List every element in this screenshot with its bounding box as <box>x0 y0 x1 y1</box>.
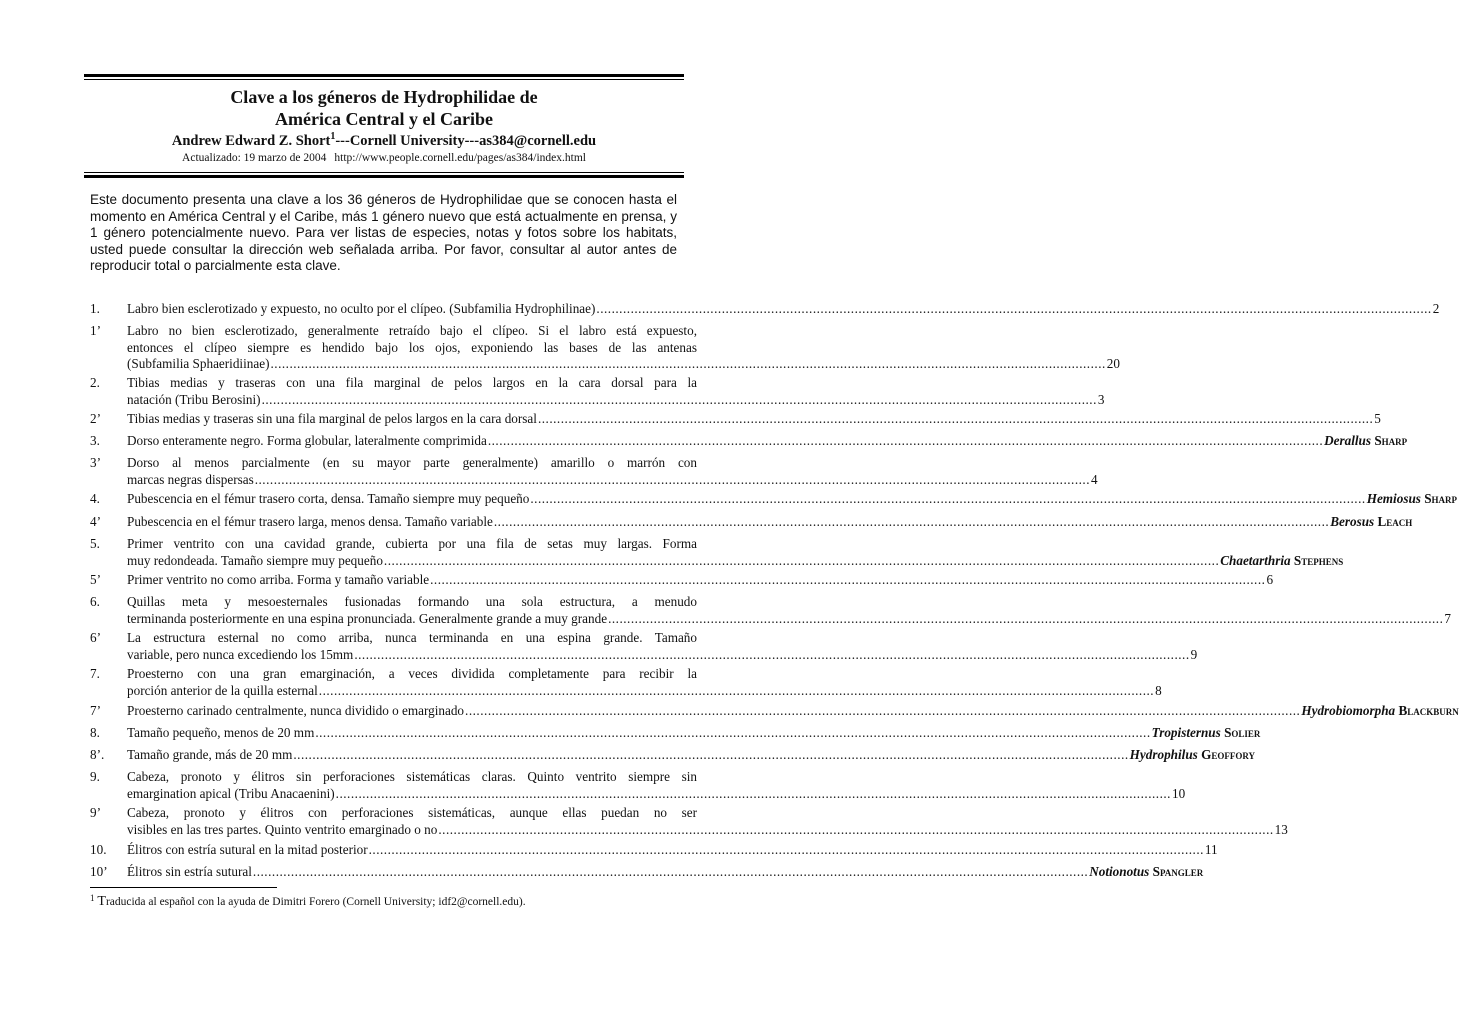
couplet-final-line <box>127 703 1459 720</box>
couplet-final-line <box>127 842 1218 859</box>
couplet-text <box>127 805 1288 838</box>
genus-author: Sharp <box>1424 491 1458 506</box>
couplet-number: 8’. <box>90 747 105 762</box>
couplet-text <box>127 323 1120 373</box>
key-couplet <box>90 630 1198 663</box>
couplet-line: natación (Tribu Berosini) <box>127 391 261 407</box>
couplet-line: Quillas meta y mesoesternales fusionadas formando una sola estructura, a menudo <box>127 594 697 609</box>
couplet-final-line <box>127 610 1451 628</box>
couplet-line: Tamaño grande, más de 20 mm <box>127 747 293 762</box>
genus-author: Stephens <box>1293 552 1344 568</box>
couplet-number: 7’ <box>90 703 101 718</box>
key-couplet <box>90 491 1458 508</box>
couplet-number: 9’ <box>90 805 101 820</box>
key-couplet <box>90 805 1288 838</box>
couplet-number: 5. <box>90 536 100 551</box>
couplet-final-line <box>127 864 1204 881</box>
key-couplet <box>90 433 1408 450</box>
leader-dots: ............................................................................................................................................................................................................................ <box>487 433 1324 448</box>
key-couplet <box>90 455 1098 488</box>
footnote-marker: 1 <box>90 893 95 903</box>
couplet-final-line <box>127 391 1105 409</box>
genus-result <box>1324 433 1407 450</box>
genus-name: Hemiosus <box>1366 491 1421 506</box>
couplet-number: 3’ <box>90 455 101 470</box>
genus-result <box>1089 864 1203 881</box>
leader-dots: ............................................................................................................................................................................................................................ <box>261 391 1097 407</box>
author-line <box>84 133 684 150</box>
couplet-line: Labro no bien esclerotizado, generalmente retraído bajo el clípeo. Si el labro está expuesto, <box>127 323 697 338</box>
genus-author: Geoffory <box>1201 747 1256 762</box>
key-couplet <box>90 375 1105 408</box>
genus-result <box>1220 553 1343 570</box>
couplet-line: muy redondeada. Tamaño siempre muy pequeño <box>127 552 383 568</box>
key-couplet <box>90 594 1451 627</box>
couplet-line: Pubescencia en el fémur trasero larga, menos densa. Tamaño variable <box>127 514 493 529</box>
genus-author: Sharp <box>1374 433 1408 448</box>
couplet-text <box>127 666 1162 699</box>
key-couplet <box>90 703 1459 720</box>
couplet-line: Dorso al menos parcialmente (en su mayor parte generalmente) amarillo o marrón con <box>127 455 697 470</box>
couplet-line: La estructura esternal no como arriba, nunca terminanda en una espina grande. Tamaño <box>127 630 697 645</box>
leader-dots: ............................................................................................................................................................................................................................ <box>530 491 1366 506</box>
genus-author: Spangler <box>1152 864 1204 879</box>
genus-result <box>1367 491 1457 508</box>
leader-dots: ............................................................................................................................................................................................................................ <box>596 301 1432 316</box>
header-bottom-rule-thin <box>84 172 684 173</box>
couplet-text <box>127 769 1186 802</box>
genus-result <box>1130 747 1255 764</box>
key-couplet <box>90 301 1440 318</box>
key-couplet <box>90 842 1218 859</box>
couplet-number: 8. <box>90 725 100 740</box>
next-couplet-number: 3 <box>1097 391 1105 407</box>
key-couplet <box>90 536 1344 569</box>
couplet-line: Tibias medias y traseras con una fila marginal de pelos largos en la cara dorsal para la <box>127 375 697 390</box>
couplet-final-line <box>127 552 1344 570</box>
couplet-final-line <box>127 356 1120 373</box>
couplet-text <box>127 455 1098 488</box>
couplet-line: Cabeza, pronoto y élitros con perforaciones sistemáticas, aunque ellas puedan no ser <box>127 805 697 820</box>
couplet-line: Élitros sin estría sutural <box>127 864 252 879</box>
next-couplet-number: 8 <box>1155 682 1162 698</box>
top-rule-thick <box>84 74 684 77</box>
leader-dots: ............................................................................................................................................................................................................................ <box>318 682 1155 698</box>
title-line-1: Clave a los géneros de Hydrophilidae de <box>230 87 538 107</box>
couplet-line: visibles en las tres partes. Quinto ventrito emarginado o no <box>127 821 438 837</box>
couplet-line: entonces el clípeo siempre es hendido bajo los ojos, exponiendo las bases de las antenas <box>127 339 697 355</box>
couplet-text <box>127 864 1204 881</box>
couplet-final-line <box>127 747 1256 764</box>
genus-result <box>1152 725 1261 742</box>
key-couplet <box>90 572 1274 589</box>
couplet-line: marcas negras dispersas <box>127 471 254 487</box>
genus-result <box>1301 703 1458 720</box>
leader-dots: ............................................................................................................................................................................................................................ <box>315 725 1151 740</box>
footnote-initial: T <box>97 894 106 909</box>
couplet-text <box>127 725 1261 742</box>
author-affiliation: ---Cornell University---as384@cornell.edu <box>335 133 597 149</box>
leader-dots: ............................................................................................................................................................................................................................ <box>537 411 1374 426</box>
couplet-number: 10’ <box>90 864 108 879</box>
couplet-text <box>127 703 1459 720</box>
couplet-final-line <box>127 821 1288 839</box>
couplet-number: 6’ <box>90 630 101 645</box>
couplet-line: Cabeza, pronoto y élitros sin perforaciones sistemáticas claras. Quinto ventrito siempre sin <box>127 769 697 784</box>
couplet-line: terminanda posteriormente en una espina pronunciada. Generalmente grande a muy grande <box>127 610 608 626</box>
leader-dots: ............................................................................................................................................................................................................................ <box>430 572 1266 587</box>
couplet-final-line <box>127 411 1381 428</box>
genus-name: Hydrophilus <box>1129 747 1198 762</box>
leader-dots: ............................................................................................................................................................................................................................ <box>252 864 1089 879</box>
author-name: Andrew Edward Z. Short <box>171 133 331 149</box>
couplet-text <box>127 594 1451 627</box>
genus-author: Blackburn <box>1398 703 1459 718</box>
couplet-text <box>127 411 1381 428</box>
next-couplet-number: 9 <box>1190 646 1198 662</box>
title-line-2: América Central y el Caribe <box>275 109 493 129</box>
next-couplet-number: 20 <box>1106 356 1120 371</box>
genus-result <box>1330 514 1412 531</box>
couplet-line: porción anterior de la quilla esternal <box>127 682 318 698</box>
key-couplet <box>90 411 1381 428</box>
genus-author: Solier <box>1224 725 1261 740</box>
couplet-text <box>127 514 1413 531</box>
couplet-line: Proesterno con una gran emarginación, a veces dividida completamente para recibir la <box>127 666 697 681</box>
couplet-final-line <box>127 725 1261 742</box>
next-couplet-number: 6 <box>1266 572 1274 587</box>
couplet-line: Labro bien esclerotizado y expuesto, no oculto por el clípeo. (Subfamilia Hydrophilinae) <box>127 301 596 316</box>
next-couplet-number: 7 <box>1444 610 1451 626</box>
header-bottom-rule-thick <box>84 175 684 178</box>
genus-name: Tropisternus <box>1151 725 1221 740</box>
couplet-number: 10. <box>90 842 107 857</box>
couplet-line: Pubescencia en el fémur trasero corta, densa. Tamaño siempre muy pequeño <box>127 491 530 506</box>
couplet-number: 4’ <box>90 514 101 529</box>
couplet-final-line <box>127 682 1162 700</box>
couplet-line: Primer ventrito no como arriba. Forma y tamaño variable <box>127 572 430 587</box>
leader-dots: ............................................................................................................................................................................................................................ <box>465 703 1301 718</box>
key-couplet <box>90 514 1413 531</box>
couplet-line: variable, pero nunca excediendo los 15mm <box>127 646 354 662</box>
intro-paragraph: Este documento presenta una clave a los 36 géneros de Hydrophilidae que se conocen hasta el momento en América Central y el Caribe, más 1 género nuevo que está actualmente en prensa, y 1 género potencialmente nuevo. Para ver listas de especies, notas y fotos sobre los habitats, usted puede consultar la dirección web señalada arriba. Por favor, consultar al autor antes de reproducir total o parcialmente esta clave. <box>90 192 677 273</box>
genus-name: Hydrobiomorpha <box>1301 703 1396 718</box>
couplet-number: 1’ <box>90 323 101 338</box>
genus-name: Chaetarthria <box>1220 552 1291 568</box>
leader-dots: ............................................................................................................................................................................................................................ <box>368 842 1204 857</box>
key-couplet <box>90 725 1261 742</box>
key-couplet <box>90 323 1120 373</box>
couplet-number: 4. <box>90 491 100 506</box>
couplet-text <box>127 842 1218 859</box>
couplet-text <box>127 433 1408 450</box>
next-couplet-number: 11 <box>1204 842 1218 857</box>
couplet-number: 7. <box>90 666 100 681</box>
genus-name: Derallus <box>1324 433 1372 448</box>
leader-dots: ............................................................................................................................................................................................................................ <box>493 514 1330 529</box>
couplet-final-line <box>127 514 1413 531</box>
leader-dots: ............................................................................................................................................................................................................................ <box>608 610 1444 626</box>
leader-dots: ............................................................................................................................................................................................................................ <box>438 821 1274 837</box>
couplet-number: 6. <box>90 594 100 609</box>
footnote-text: raducida al español con la ayuda de Dimitri Forero (Cornell University; idf2@cornell.edu). <box>105 896 526 908</box>
couplet-number: 2’ <box>90 411 101 426</box>
couplet-number: 5’ <box>90 572 101 587</box>
couplet-line: Tamaño pequeño, menos de 20 mm <box>127 725 315 740</box>
updated-line <box>84 152 684 164</box>
couplet-line: Primer ventrito con una cavidad grande, cubierta por una fila de setas muy largas. Forma <box>127 536 697 551</box>
genus-name: Berosus <box>1330 514 1375 529</box>
couplet-line: Dorso enteramente negro. Forma globular, lateralmente comprimida <box>127 433 487 448</box>
top-rule-thin <box>84 79 684 80</box>
couplet-final-line <box>127 433 1408 450</box>
genus-name: Notionotus <box>1089 864 1150 879</box>
couplet-line: (Subfamilia Sphaeridiinae) <box>127 356 270 371</box>
couplet-text <box>127 747 1256 764</box>
footnote-rule <box>90 887 277 888</box>
couplet-number: 3. <box>90 433 100 448</box>
couplet-text <box>127 536 1344 569</box>
couplet-final-line <box>127 301 1440 318</box>
next-couplet-number: 5 <box>1374 411 1381 426</box>
couplet-text <box>127 572 1274 589</box>
couplet-text <box>127 630 1198 663</box>
couplet-final-line <box>127 491 1458 508</box>
author-footnote-marker: 1 <box>330 131 336 142</box>
next-couplet-number: 13 <box>1274 821 1288 837</box>
leader-dots: ............................................................................................................................................................................................................................ <box>293 747 1129 762</box>
couplet-final-line <box>127 572 1274 589</box>
leader-dots: ............................................................................................................................................................................................................................ <box>270 356 1106 371</box>
next-couplet-number: 2 <box>1432 301 1440 316</box>
key-couplet <box>90 769 1186 802</box>
genus-author: Leach <box>1377 514 1413 529</box>
next-couplet-number: 4 <box>1091 471 1098 487</box>
key-couplet <box>90 864 1204 881</box>
updated-date: Actualizado: 19 marzo de 2004 <box>182 152 327 164</box>
couplet-text <box>127 375 1105 408</box>
couplet-text <box>127 301 1440 318</box>
couplet-number: 9. <box>90 769 100 784</box>
couplet-line: emargination apical (Tribu Anacaenini) <box>127 785 335 801</box>
couplet-line: Tibias medias y traseras sin una fila marginal de pelos largos en la cara dorsal <box>127 411 537 426</box>
next-couplet-number: 10 <box>1171 785 1186 801</box>
footnote <box>90 894 526 910</box>
key-couplet <box>90 747 1256 764</box>
couplet-line: Proesterno carinado centralmente, nunca dividido o emarginado <box>127 703 465 718</box>
leader-dots: ............................................................................................................................................................................................................................ <box>335 785 1171 801</box>
couplet-final-line <box>127 471 1098 489</box>
leader-dots: ............................................................................................................................................................................................................................ <box>354 646 1190 662</box>
couplet-number: 1. <box>90 301 100 316</box>
couplet-line: Élitros con estría sutural en la mitad posterior <box>127 842 368 857</box>
couplet-number: 2. <box>90 375 100 390</box>
couplet-final-line <box>127 646 1198 664</box>
source-url: http://www.people.cornell.edu/pages/as384/index.html <box>334 152 586 164</box>
leader-dots: ............................................................................................................................................................................................................................ <box>383 552 1220 568</box>
leader-dots: ............................................................................................................................................................................................................................ <box>254 471 1091 487</box>
couplet-text <box>127 491 1458 508</box>
key-couplet <box>90 666 1162 699</box>
couplet-final-line <box>127 785 1186 803</box>
